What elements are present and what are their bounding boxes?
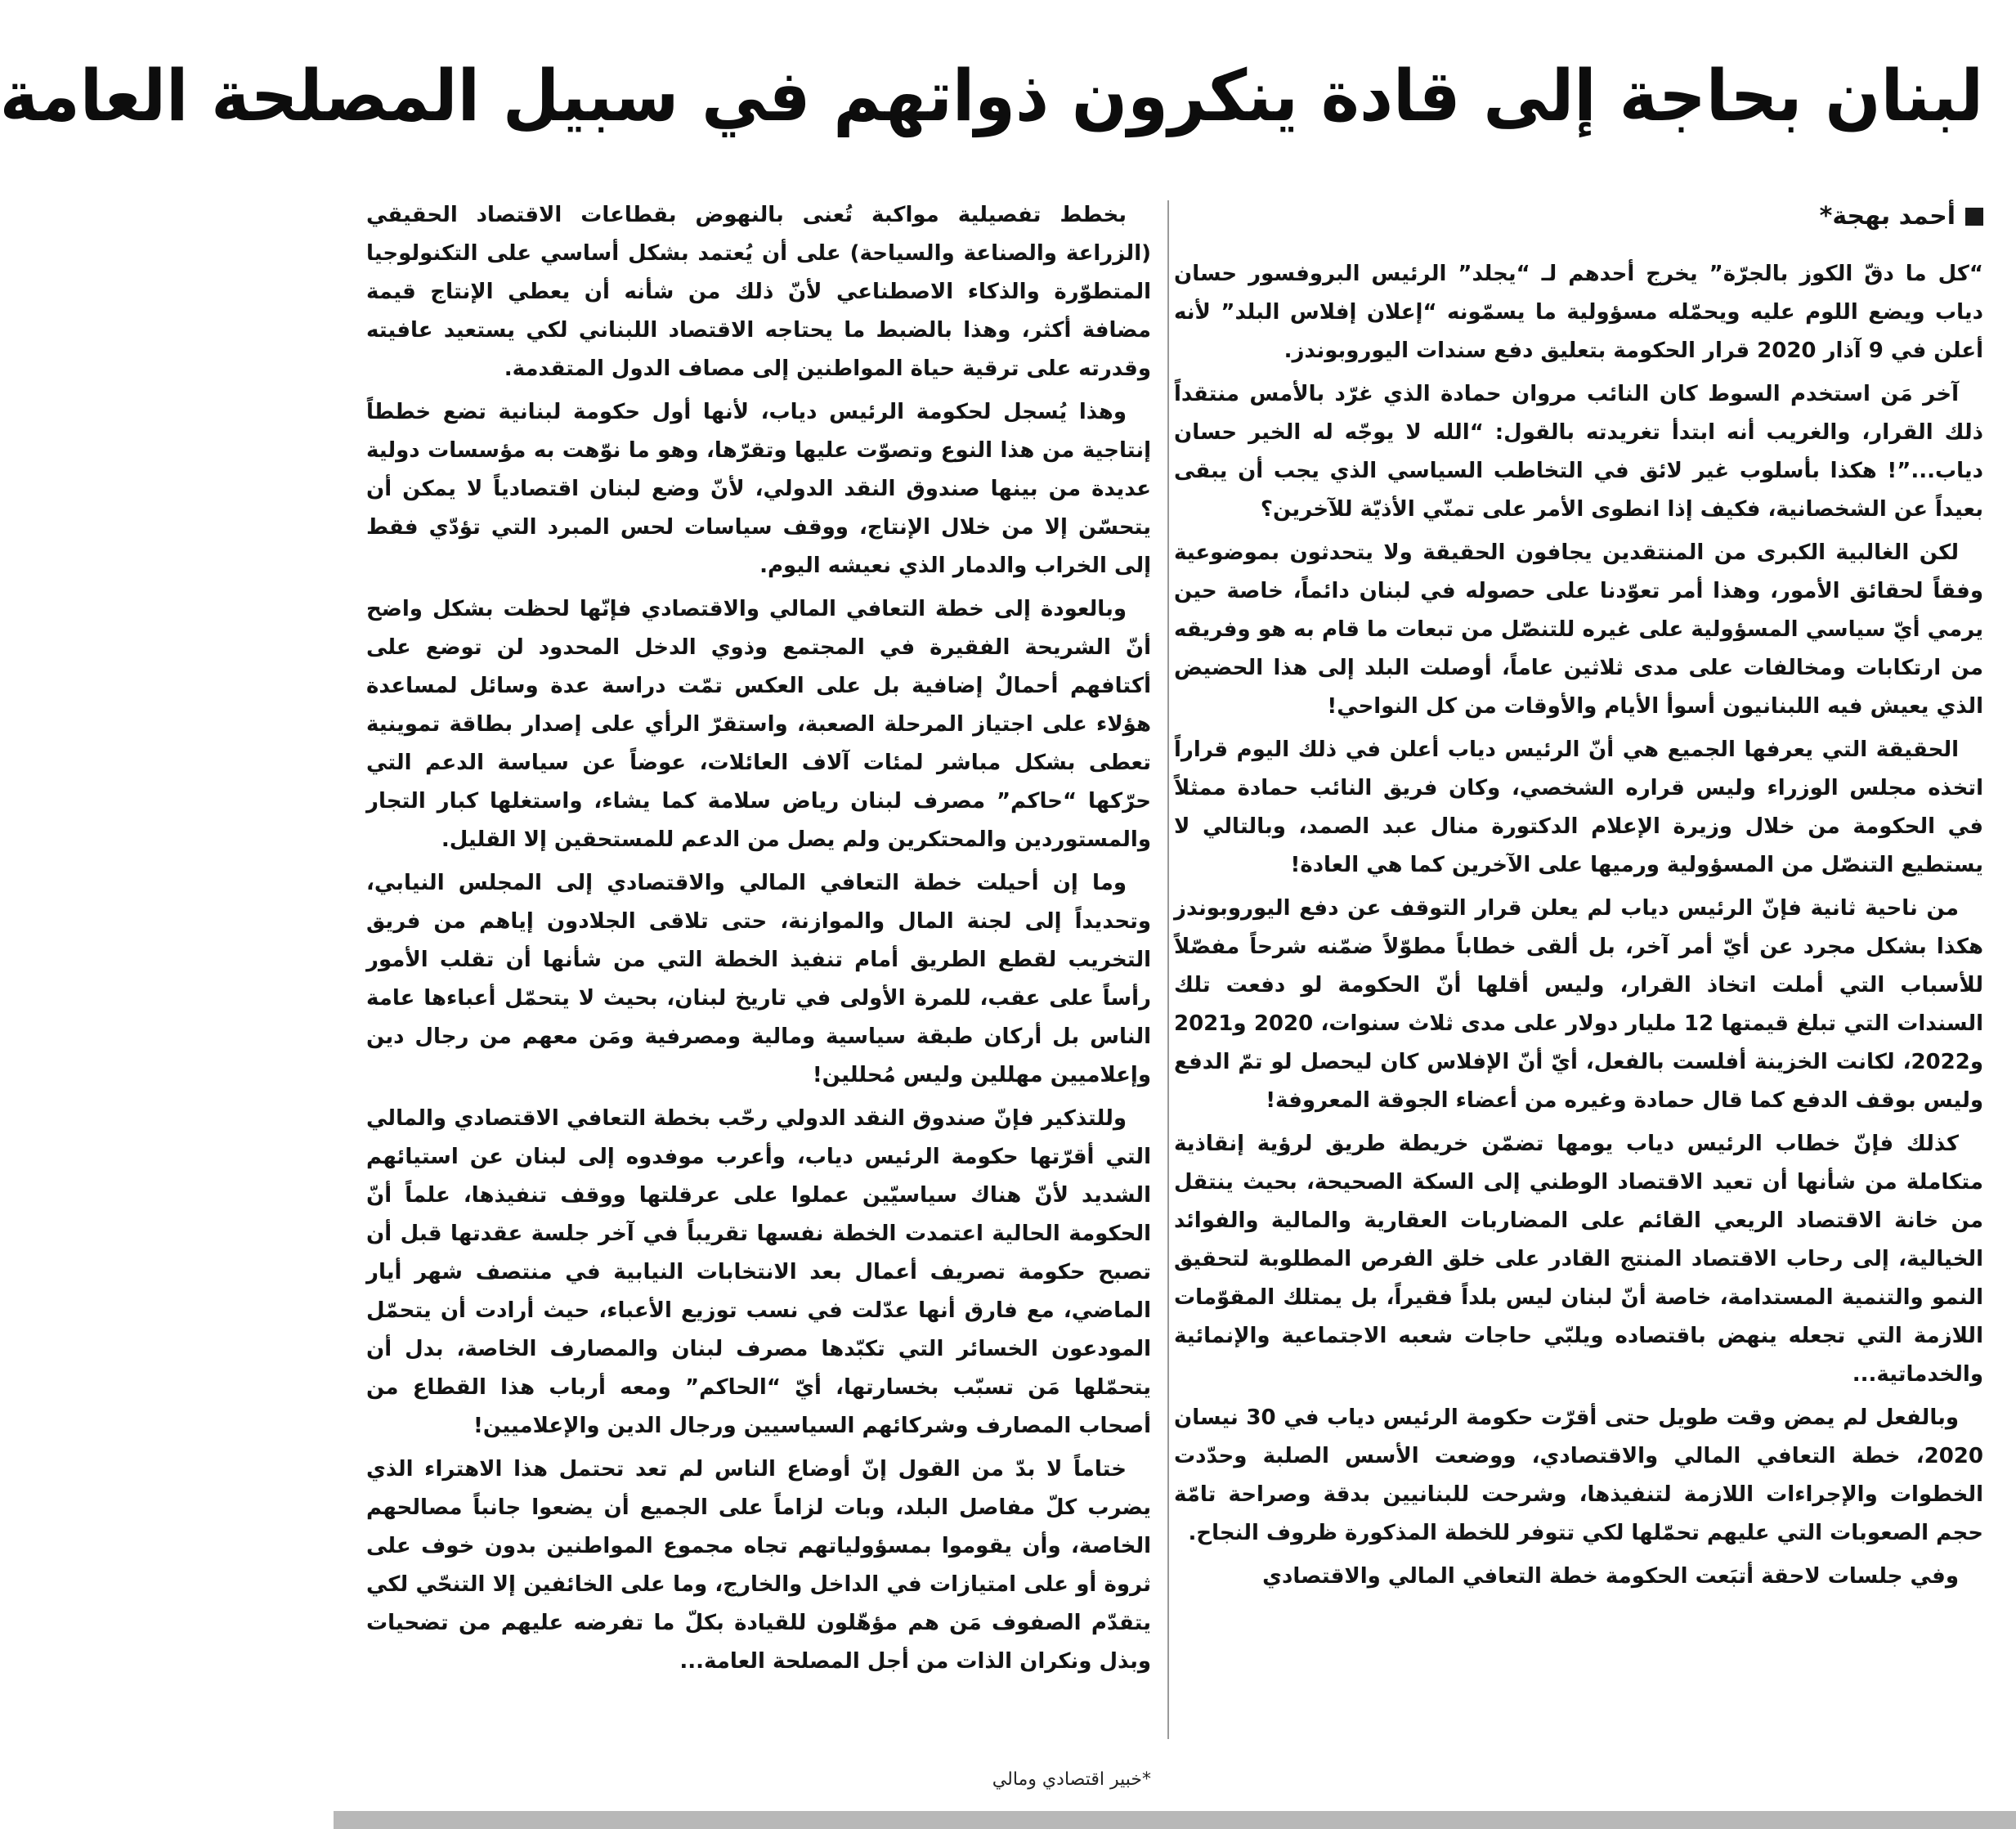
byline	[1174, 196, 1983, 237]
paragraph: وللتذكير فإنّ صندوق النقد الدولي رحّب بخطة التعافي الاقتصادي والمالي التي أقرّتها حكومة الرئيس دياب، وأعرب موفدوه إلى لبنان عن استيائهم الشديد لأنّ هناك سياسيّين عملوا على عرقلتها ووقف تنفيذها، علماً أنّ الحكومة الحالية اعتمدت الخطة نفسها تقريباً في آخر جلسة عقدتها قبل أن تصبح حكومة تصريف أعمال بعد الانتخابات النيابية في منتصف شهر أيار الماضي، مع فارق أنها عدّلت في نسب توزيع الأعباء، حيث أرادت أن يتحمّل المودعون الخسائر التي تكبّدها مصرف لبنان والمصارف الخاصة، بدل أن يتحمّلها مَن تسبّب بخسارتها، أيّ “الحاكم” ومعه أرباب هذا القطاع من أصحاب المصارف وشركائهم السياسيين ورجال الدين والإعلاميين!	[366, 1106, 1151, 1438]
paragraph: آخر مَن استخدم السوط كان النائب مروان حمادة الذي غرّد بالأمس منتقداً ذلك القرار، والغريب أنه ابتدأ تغريدته بالقول: “الله لا يوجّه له الخير حسان دياب...”! هكذا بأسلوب غير لائق في التخاطب السياسي الذي يجب أن يبقى بعيداً عن الشخصانية، فكيف إذا انطوى الأمر على تمنّي الأذيّة للآخرين؟	[1174, 382, 1983, 522]
paragraph: وفي جلسات لاحقة أتبَعت الحكومة خطة التعافي المالي والاقتصادي	[1262, 1564, 1959, 1589]
article-headline: لبنان بحاجة إلى قادة ينكرون ذواتهم في سبيل المصلحة العامة	[0, 55, 1983, 137]
paragraph: وبالفعل لم يمض وقت طويل حتى أقرّت حكومة الرئيس دياب في 30 نيسان 2020، خطة التعافي المالي والاقتصادي، ووضعت الأسس الصلبة وحدّدت الخطوات والإجراءات اللازمة لتنفيذها، وشرحت للبنانيين بدقة وصراحة تامّة حجم الصعوبات التي عليهم تحمّلها لكي تتوفر للخطة المذكورة ظروف النجاح.	[1174, 1405, 1983, 1545]
byline-square-icon	[1965, 208, 1983, 226]
paragraph: وما إن أحيلت خطة التعافي المالي والاقتصادي إلى المجلس النيابي، وتحديداً إلى لجنة المال والموازنة، حتى تلاقى الجلادون إياهم من فريق التخريب لقطع الطريق أمام تنفيذ الخطة التي من شأنها أن تقلب الأمور رأساً على عقب، للمرة الأولى في تاريخ لبنان، بحيث لا يتحمّل أعباءها عامة الناس بل أركان طبقة سياسية ومالية ومصرفية ومَن معهم من رجال دين وإعلاميين مهللين وليس مُحللين!	[366, 871, 1151, 1087]
paragraph: وهذا يُسجل لحكومة الرئيس دياب، لأنها أول حكومة لبنانية تضع خططاً إنتاجية من هذا النوع وتصوّت عليها وتقرّها، وهو ما نوّهت به مؤسسات دولية عديدة من بينها صندوق النقد الدولي، لأنّ وضع لبنان اقتصادياً لا يمكن أن يتحسّن إلا من خلال الإنتاج، ووقف سياسات لحس المبرد التي تؤدّي فقط إلى الخراب والدمار الذي نعيشه اليوم.	[366, 400, 1151, 578]
author-name: أحمد بهجة*	[1819, 202, 1956, 231]
paragraph: ختاماً لا بدّ من القول إنّ أوضاع الناس لم تعد تحتمل هذا الاهتراء الذي يضرب كلّ مفاصل البلد، وبات لزاماً على الجميع أن يضعوا جانباً مصالحهم الخاصة، وأن يقوموا بمسؤولياتهم تجاه مجموع المواطنين بدون خوف على ثروة أو على امتيازات في الداخل والخارج، وما على الخائفين إلا التنحّي لكي يتقدّم الصفوف مَن هم مؤهّلون للقيادة بكلّ ما تفرضه عليهم من تضحيات وبذل ونكران الذات من أجل المصلحة العامة...	[366, 1457, 1151, 1674]
article-column-right	[1174, 196, 1983, 1747]
bottom-rule	[334, 1811, 2016, 1829]
paragraph: من ناحية ثانية فإنّ الرئيس دياب لم يعلن قرار التوقف عن دفع اليوروبوندز هكذا بشكل مجرد عن أيّ أمر آخر، بل ألقى خطاباً مطوّلاً ضمّنه شرحاً مفصّلاً للأسباب التي أملت اتخاذ القرار، وليس أقلها أنّ الحكومة لو دفعت تلك السندات التي تبلغ قيمتها 12 مليار دولار على مدى ثلاث سنوات، 2020 و2021 و2022، لكانت الخزينة أفلست بالفعل، أيّ أنّ الإفلاس كان ليحصل لو تمّ الدفع وليس بوقف الدفع كما قال حمادة وغيره من أعضاء الجوقة المعروفة!	[1174, 896, 1983, 1113]
author-footnote: *خبير اقتصادي ومالي	[992, 1769, 1151, 1790]
paragraph: كذلك فإنّ خطاب الرئيس دياب يومها تضمّن خريطة طريق لرؤية إنقاذية متكاملة من شأنها أن تعيد الاقتصاد الوطني إلى السكة الصحيحة، بحيث ينتقل من خانة الاقتصاد الريعي القائم على المضاربات العقارية والمالية والفوائد الخيالية، إلى رحاب الاقتصاد المنتج القادر على خلق الفرص المطلوبة لتحقيق النمو والتنمية المستدامة، خاصة أنّ لبنان ليس بلداً فقيراً، بل يمتلك المقوّمات اللازمة التي تجعله ينهض باقتصاده ويلبّي حاجات شعبه الاجتماعية والإنمائية والخدماتية...	[1174, 1132, 1983, 1387]
paragraph: الحقيقة التي يعرفها الجميع هي أنّ الرئيس دياب أعلن في ذلك اليوم قراراً اتخذه مجلس الوزراء وليس قراره الشخصي، وكان فريق النائب حمادة ممثلاً في الحكومة من خلال وزيرة الإعلام الدكتورة منال عبد الصمد، وبالتالي لا يستطيع التنصّل من المسؤولية ورميها على الآخرين كما هي العادة!	[1174, 737, 1983, 877]
paragraph: وبالعودة إلى خطة التعافي المالي والاقتصادي فإنّها لحظت بشكل واضح أنّ الشريحة الفقيرة في المجتمع وذوي الدخل المحدود لن توضع على أكتافهم أحمالٌ إضافية بل على العكس تمّت دراسة عدة وسائل لمساعدة هؤلاء على اجتياز المرحلة الصعبة، واستقرّ الرأي على إصدار بطاقة تموينية تعطى بشكل مباشر لمئات آلاف العائلات، عوضاً عن سياسة الدعم التي حرّكها “حاكم” مصرف لبنان رياض سلامة كما يشاء، واستغلها كبار التجار والمستوردين والمحتكرين ولم يصل من الدعم للمستحقين إلا القليل.	[366, 597, 1151, 852]
article-column-left	[366, 196, 1151, 1747]
paragraph: بخطط تفصيلية مواكبة تُعنى بالنهوض بقطاعات الاقتصاد الحقيقي (الزراعة والصناعة والسياحة) على أن يُعتمد بشكل أساسي على التكنولوجيا المتطوّرة والذكاء الاصطناعي لأنّ ذلك من شأنه أن يعطي الإنتاج قيمة مضافة أكثر، وهذا بالضبط ما يحتاجه الاقتصاد اللبناني لكي يستعيد عافيته وقدرته على ترقية حياة المواطنين إلى مصاف الدول المتقدمة.	[366, 203, 1151, 381]
column-divider	[1167, 200, 1169, 1739]
paragraph: لكن الغالبية الكبرى من المنتقدين يجافون الحقيقة ولا يتحدثون بموضوعية وفقاً لحقائق الأمور، وهذا أمر تعوّدنا على حصوله في لبنان دائماً، خاصة حين يرمي أيّ سياسي المسؤولية على غيره للتنصّل من تبعات ما قام به هو وفريقه من ارتكابات ومخالفات على مدى ثلاثين عاماً، أوصلت البلد إلى هذا الحضيض الذي يعيش فيه اللبنانيون أسوأ الأيام والأوقات من كل النواحي!	[1174, 540, 1983, 719]
paragraph: “كل ما دقّ الكوز بالجرّة” يخرج أحدهم لـ “يجلد” الرئيس البروفسور حسان دياب ويضع اللوم عليه ويحمّله مسؤولية ما يسمّونه “إعلان إفلاس البلد” لأنه أعلن في 9 آذار 2020 قرار الحكومة بتعليق دفع سندات اليوروبوندز.	[1174, 262, 1983, 363]
